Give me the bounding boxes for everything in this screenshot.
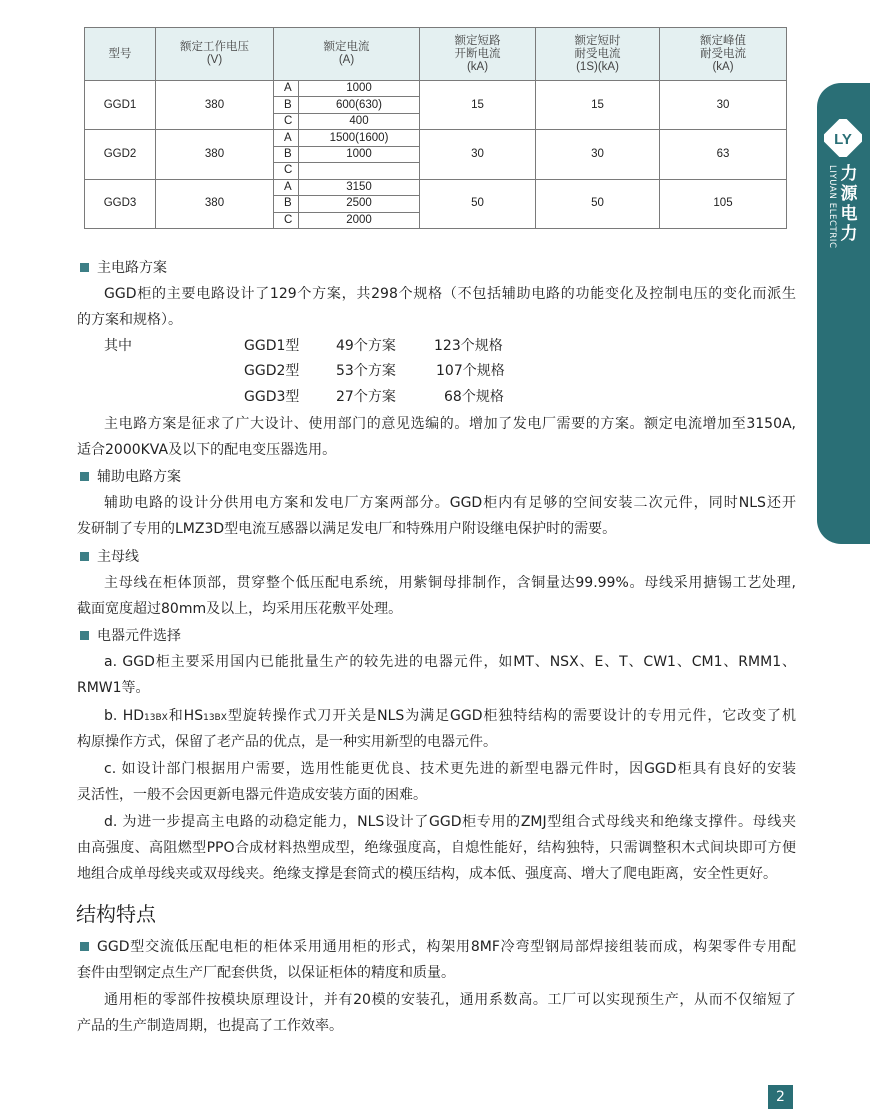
cell-grade: A xyxy=(274,179,299,195)
table-row xyxy=(85,81,787,97)
cell-short-time: 30 xyxy=(536,130,660,179)
cell-current: 400 xyxy=(299,113,420,129)
cell-grade: B xyxy=(274,146,299,162)
cell-short-time: 50 xyxy=(536,179,660,228)
cell-current: 3150 xyxy=(299,179,420,195)
cell-current xyxy=(299,163,420,179)
cell-peak: 63 xyxy=(660,130,787,179)
among-label: 其中 xyxy=(104,338,132,354)
brand-logo xyxy=(824,119,862,157)
paragraph-line: GGD型交流低压配电柜的柜体采用通用柜的形式，构架用8MF冷弯型钢局部焊接组装而成，构架零件专用配 xyxy=(80,937,796,957)
heading-main-circuit: 主电路方案 xyxy=(80,258,167,278)
cell-grade: C xyxy=(274,113,299,129)
paragraph-line: 辅助电路的设计分供用电方案和发电厂方案两部分。GGD柜内有足够的空间安装二次元件，同时NLS还开 xyxy=(104,495,796,511)
cell-grade: C xyxy=(274,212,299,229)
cell-short-time: 15 xyxy=(536,81,660,130)
cell-voltage: 380 xyxy=(156,130,274,179)
paragraph-line: 构原操作方式，保留了老产品的优点，是一种实用新型的电器元件。 xyxy=(77,734,497,750)
paragraph-line: 主电路方案是征求了广大设计、使用部门的意见选编的。增加了发电厂需要的方案。额定电流增加至3150A, xyxy=(104,416,796,432)
cell-breaking: 30 xyxy=(420,130,536,179)
bullet-icon xyxy=(80,631,89,640)
cell-model: GGD3 xyxy=(85,179,156,228)
cell-current: 1000 xyxy=(299,81,420,97)
header-short-time: 额定短时 耐受电流 (1S)(kA) xyxy=(536,28,660,81)
cell-current: 1000 xyxy=(299,146,420,162)
table-row xyxy=(85,130,787,146)
bullet-icon xyxy=(80,263,89,272)
paragraph-line: GGD柜的主要电路设计了129个方案，共298个规格（不包括辅助电路的功能变化及控制电压的变化而派生 xyxy=(104,286,796,302)
cell-model: GGD1 xyxy=(85,81,156,130)
paragraph-line: 通用柜的零部件按模块原理设计，并有20模的安装孔，通用系数高。工厂可以实现预生产，从而不仅缩短了 xyxy=(104,992,796,1008)
paragraph-line: 适合2000KVA及以下的配电变压器选用。 xyxy=(77,442,337,458)
svg-text:LY: LY xyxy=(834,131,852,148)
cell-peak: 105 xyxy=(660,179,787,228)
paragraph-line: 的方案和规格）。 xyxy=(77,312,182,328)
header-model: 型号 xyxy=(85,28,156,81)
cell-current: 2500 xyxy=(299,196,420,212)
paragraph-line: b. HD13BX和HS13BX型旋转操作式刀开关是NLS为满足GGD柜独特结构的需要设计的专用元件，它改变了机 xyxy=(104,708,796,724)
cell-current: 2000 xyxy=(299,212,420,229)
header-voltage: 额定工作电压 (V) xyxy=(156,28,274,81)
heading-aux-circuit: 辅助电路方案 xyxy=(80,467,181,487)
paragraph-line: 发研制了专用的LMZ3D型电流互感器以满足发电厂和特殊用户附设继电保护时的需要。 xyxy=(77,521,617,537)
brand-tab xyxy=(817,83,870,544)
paragraph-line: 由高强度、高阻燃型PPO合成材料热塑成型，绝缘强度高，自熄性能好，结构独特，只需调整积木式间块即可方便 xyxy=(77,840,796,856)
scheme-count: 53个方案 xyxy=(336,363,396,379)
cell-grade: C xyxy=(274,163,299,179)
cell-current: 600(630) xyxy=(299,97,420,113)
bullet-icon xyxy=(80,552,89,561)
scheme-count: 49个方案 xyxy=(336,338,396,354)
cell-voltage: 380 xyxy=(156,179,274,228)
heading-components: 电器元件选择 xyxy=(80,626,181,646)
header-peak: 额定峰值 耐受电流 (kA) xyxy=(660,28,787,81)
paragraph-line: 灵活性，一般不会因更新电器元件造成安装方面的困难。 xyxy=(77,787,427,803)
table-header-row xyxy=(85,28,787,81)
scheme-specs: 68个规格 xyxy=(444,389,504,405)
brand-en: LIYUAN ELECTRIC xyxy=(827,165,837,249)
cell-model: GGD2 xyxy=(85,130,156,179)
table-row xyxy=(85,179,787,195)
spec-table xyxy=(84,27,787,229)
bullet-icon xyxy=(80,472,89,481)
header-current: 额定电流 (A) xyxy=(274,28,420,81)
paragraph-line: 截面宽度超过80mm及以上，均采用压花敷平处理。 xyxy=(77,601,403,617)
cell-grade: A xyxy=(274,81,299,97)
paragraph-line: 主母线在柜体顶部，贯穿整个低压配电系统，用紫铜母排制作，含铜量达99.99%。母线采用搪锡工艺处理, xyxy=(104,575,796,591)
scheme-count: 27个方案 xyxy=(336,389,396,405)
page-number: 2 xyxy=(768,1085,793,1109)
paragraph-line: 产品的生产制造周期，也提高了工作效率。 xyxy=(77,1018,343,1034)
scheme-specs: 107个规格 xyxy=(436,363,505,379)
brand-cn: 力源电力 xyxy=(840,164,858,244)
cell-grade: B xyxy=(274,196,299,212)
header-breaking: 额定短路 开断电流 (kA) xyxy=(420,28,536,81)
cell-peak: 30 xyxy=(660,81,787,130)
scheme-model: GGD3型 xyxy=(244,389,300,405)
cell-grade: A xyxy=(274,130,299,146)
paragraph-line: RMW1等。 xyxy=(77,680,150,696)
bullet-icon xyxy=(80,942,89,951)
heading-busbar: 主母线 xyxy=(80,547,139,567)
cell-breaking: 50 xyxy=(420,179,536,228)
cell-grade: B xyxy=(274,97,299,113)
cell-current: 1500(1600) xyxy=(299,130,420,146)
scheme-specs: 123个规格 xyxy=(434,338,503,354)
cell-breaking: 15 xyxy=(420,81,536,130)
scheme-model: GGD1型 xyxy=(244,338,300,354)
paragraph-line: a. GGD柜主要采用国内已能批量生产的较先进的电器元件，如MT、NSX、E、T、CW1、CM1、RMM1、 xyxy=(104,654,796,670)
paragraph-line: 套件由型钢定点生产厂配套供货，以保证柜体的精度和质量。 xyxy=(77,965,455,981)
scheme-model: GGD2型 xyxy=(244,363,300,379)
cell-voltage: 380 xyxy=(156,81,274,130)
paragraph-line: d. 为进一步提高主电路的动稳定能力，NLS设计了GGD柜专用的ZMJ型组合式母线夹和绝缘支撑件。母线夹 xyxy=(104,814,796,830)
paragraph-line: 地组合成单母线夹或双母线夹。绝缘支撑是套筒式的模压结构，成本低、强度高、增大了爬电距离，安全性更好。 xyxy=(77,866,777,882)
section-title-structure: 结构特点 xyxy=(76,902,156,926)
paragraph-line: c. 如设计部门根据用户需要，选用性能更优良、技术更先进的新型电器元件时，因GGD柜具有良好的安装 xyxy=(104,761,796,777)
